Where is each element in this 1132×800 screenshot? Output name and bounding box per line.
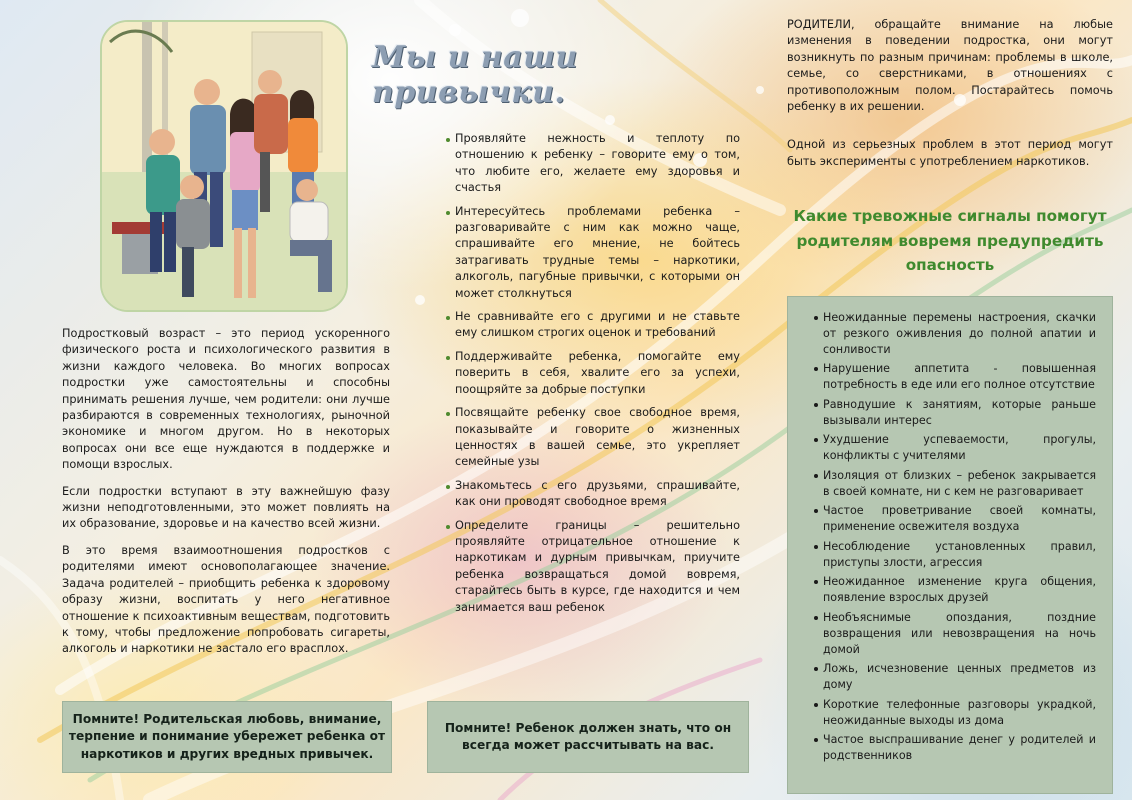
remember-text: Помните! Ребенок должен знать, что он всегда может рассчитывать на вас. <box>444 720 732 752</box>
tip-item: Поддерживайте ребенка, помогайте ему поверить в себя, хвалите его за успехи, поощряйте за добрые поступки <box>446 349 740 398</box>
tip-item: Интересуйтесь проблемами ребенка – разговаривайте с ним как можно чаще, спрашивайте его мнение, не бойтесь затрагивать трудные темы – наркотики, алкоголь, пагубные привычки, с которыми он может столкнуться <box>446 204 740 302</box>
signal-item: Равнодушие к занятиям, которые раньше вызывали интерес <box>814 397 1096 429</box>
parents-text <box>787 17 1113 192</box>
signal-item: Ухудшение успеваемости, прогулы, конфликты с учителями <box>814 432 1096 464</box>
page-title: Мы и наши привычки. <box>372 40 578 110</box>
tip-item: Знакомьтесь с его друзьями, спрашивайте, как они проводят свободное время <box>446 478 740 511</box>
signal-item: Неожиданное изменение круга общения, появление взрослых друзей <box>814 574 1096 606</box>
remember-box-trust <box>427 701 749 773</box>
intro-paragraph: Подростковый возраст – это период ускоренного физического роста и психологического развития в жизни каждого человека. Во многих вопросах подростки уже самостоятельны и способны принимать решения лучше, чем родители: они лучше разбираются в современных технологиях, рыночной экономике и многом другом. Но в некоторых вопросах они все еще нуждаются в поддержке и помощи взрослых. <box>62 327 390 472</box>
teenagers-illustration <box>100 20 348 312</box>
warning-signals-heading: Какие тревожные сигналы помогут родителям вовремя предупредить опасность <box>793 207 1107 274</box>
warning-signals-list <box>814 310 1096 764</box>
signal-item: Необъяснимые опоздания, поздние возвращения или невозвращения на ночь домой <box>814 610 1096 658</box>
warning-signals-box <box>787 296 1113 794</box>
signal-item: Изоляция от близких – ребенок закрывается в своей комнате, ни с кем не разговаривает <box>814 468 1096 500</box>
signal-item: Ложь, исчезновение ценных предметов из дому <box>814 661 1096 693</box>
intro-paragraph: Если подростки вступают в эту важнейшую фазу жизни неподготовленными, это может повлиять на их образование, здоровье и на качество всей жизни. <box>62 484 390 531</box>
tip-item: Не сравнивайте его с другими и не ставьте ему слишком строгих оценок и требований <box>446 309 740 342</box>
parents-paragraph: РОДИТЕЛИ, обращайте внимание на любые изменения в поведении подростка, они могут возникнуть по разным причинам: проблемы в школе, семье, со сверстниками, в отношениях с противоположным полом. Постарайтесь помочь ребенку в их решении. <box>787 18 1113 114</box>
intro-paragraph: В это время взаимоотношения подростков с родителями имеют основополагающее значение. Задача родителей – приобщить ребенка к здоровому образу жизни, воспитать у него негативное отношение к психоактивным веществам, подготовить к тому, чтобы предложение попробовать сигареты, алкоголь и наркотики не застало его врасплох. <box>62 543 390 656</box>
parent-tips-list <box>446 131 740 623</box>
signal-item: Короткие телефонные разговоры украдкой, неожиданные выходы из дома <box>814 697 1096 729</box>
tip-item: Проявляйте нежность и теплоту по отношению к ребенку – говорите ему о том, что любите его, желаете ему здоровья и счастья <box>446 131 740 197</box>
parents-paragraph: Одной из серьезных проблем в этот период могут быть эксперименты с употреблением наркотиков. <box>787 138 1113 168</box>
signal-item: Частое выспрашивание денег у родителей и родственников <box>814 732 1096 764</box>
intro-text <box>62 326 390 668</box>
remember-text: Помните! Родительская любовь, внимание, терпение и понимание убережет ребенка от наркотиков и других вредных привычек. <box>68 711 386 761</box>
signal-item: Несоблюдение установленных правил, приступы злости, агрессия <box>814 539 1096 571</box>
tip-item: Посвящайте ребенку свое свободное время, показывайте и говорите о жизненных ценностях в вашей семье, это укрепляет семейные узы <box>446 405 740 471</box>
tip-item: Определите границы – решительно проявляйте отрицательное отношение к наркотикам и дурным привычкам, приучите ребенка возвращаться домой вовремя, старайтесь быть в курсе, где находится и чем занимается ваш ребенок <box>446 518 740 616</box>
signal-item: Частое проветривание своей комнаты, применение освежителя воздуха <box>814 503 1096 535</box>
remember-box-love <box>62 701 392 773</box>
signal-item: Нарушение аппетита - повышенная потребность в еде или его полное отсутствие <box>814 361 1096 393</box>
signal-item: Неожиданные перемены настроения, скачки от резкого оживления до полной апатии и сонливости <box>814 310 1096 358</box>
